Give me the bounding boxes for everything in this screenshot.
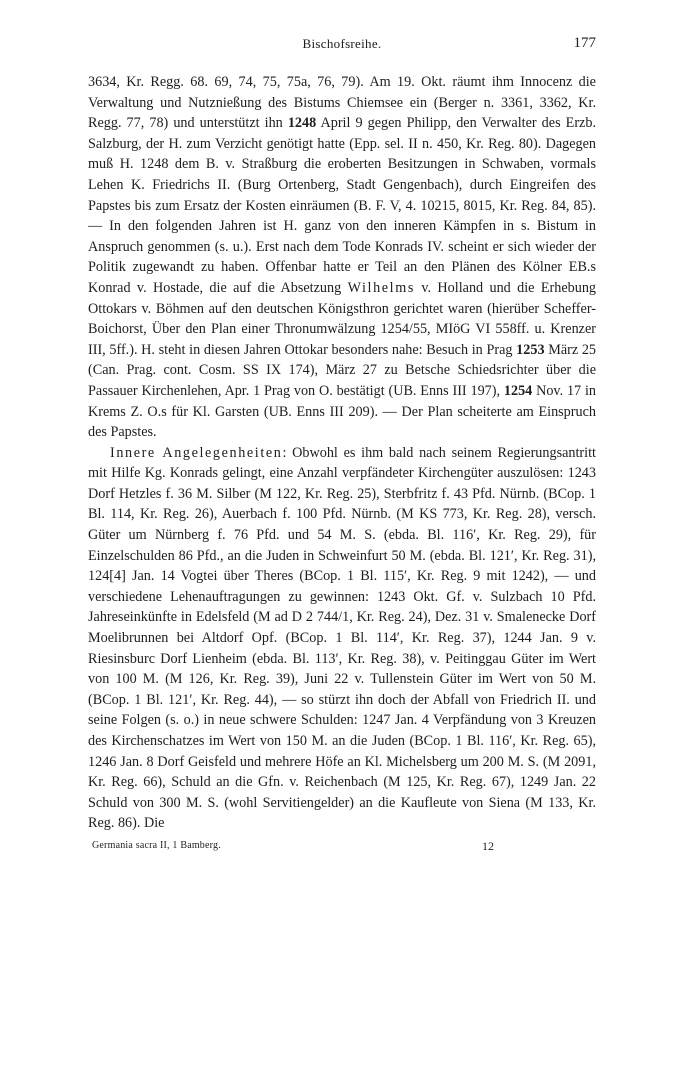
bold-year: 1248	[287, 115, 317, 132]
text-run: April 9 gegen Philipp, den Verwalter des Erzb. Salzburg, der H. zum Verzicht genötigt hatte (Epp. sel. II n. 450, Kr. Reg. 80). Dagegen muß H. 1248 dem B. v. Straßburg die eroberten Besitzungen in Schwaben, vormals Lehen K. Friedrichs II. (Burg Ortenberg, Stadt Gengenbach), durch Eingreifen des Papstes bis zum Ersatz der Kosten einräumen (B. F. V, 4. 10215, 8015, Kr. Reg. 84, 85). — In den folgenden Jahren ist H. ganz von den inneren Kämpfen in s. Bistum in Anspruch genommen (s. u.). Erst nach dem Tode Konrads IV. scheint er sich wieder der Politik zugewandt zu haben. Offenbar hatte er Teil an den Plänen des Kölner EB.s Konrad v. Hostade, die auf die Absetzung	[88, 115, 596, 296]
running-title: Bischofsreihe.	[302, 36, 382, 51]
spaced-emphasis: Innere Angelegenheiten	[110, 444, 283, 461]
bold-year: 1253	[516, 341, 545, 358]
body-text	[88, 72, 596, 834]
text-run: v. Holland und die Erhebung Ottokars v. Böhmen auf den deutschen Königsthron gerichtet waren (hierüber Scheffer-Boichorst, Über den Plan einer Thronumwälzung 1254/55, MIöG VI 558ff. u. Krenzer III, 5ff.). H. steht in diesen Jahren Ottokar besonders nahe: Besuch in Prag	[88, 279, 597, 358]
paragraph	[88, 443, 596, 834]
spaced-emphasis: Wilhelms	[347, 279, 415, 296]
running-head	[88, 36, 596, 58]
text-run: Nov. 17 in Krems Z. O.s für Kl. Garsten (UB. Enns III 209). — Der Plan scheiterte am Einspruch des Papstes.	[88, 382, 597, 441]
text-run: März 25 (Can. Prag. cont. Cosm. SS IX 174), März 27 zu Betsche Schiedsrichter über die Passauer Kirchenlehen, Apr. 1 Prag von O. bestätigt (UB. Enns III 197),	[88, 341, 597, 399]
signature-mark: 12	[482, 838, 494, 853]
page-number: 177	[573, 35, 596, 51]
text-run: 3634, Kr. Regg. 68. 69, 74, 75, 75a, 76, 79). Am 19. Okt. räumt ihm Innocenz die Verwaltung und Nutznießung des Bistums Chiemsee ein (Berger n. 3361, 3362, Kr. Regg. 77, 78) und unterstützt ihn	[88, 74, 596, 132]
signature-text: Germania sacra II, 1 Bamberg.	[92, 839, 221, 851]
bold-year: 1254	[503, 382, 533, 399]
paragraph	[88, 72, 596, 443]
footer	[88, 840, 596, 856]
page	[88, 36, 596, 856]
text-run: : Obwohl es ihm bald nach seinem Regierungsantritt mit Hilfe Kg. Konrads gelingt, eine Anzahl verpfändeter Kirchengüter auszulösen: 1243 Dorf Hetzles f. 36 M. Silber (M 122, Kr. Reg. 25), Sterbfritz f. 43 Pfd. Nürnb. (BCop. 1 Bl. 114, Kr. Reg. 26), Auerbach f. 100 Pfd. Nürnb. (M KS 773, Kr. Reg. 28), versch. Güter um Nürnberg f. 76 Pfd. und 54 M. S. (ebda. Bl. 116′, Kr. Reg. 29), für Einzelschulden 86 Pfd., an die Juden in Schweinfurt 50 M. (ebda. Bl. 121′, Kr. Reg. 31), 124[4] Jan. 14 Vogtei über Theres (BCop. 1 Bl. 115′, Kr. Reg. 9 mit 1242), — und verschiedene Lehenauftragungen zu gewinnen: 1243 Okt. Gf. v. Sulzbach 10 Pfd. Jahreseinkünfte in Edelsfeld (M ad D 2 744/1, Kr. Reg. 24), Dez. 31 v. Smalenecke Dorf Moelibrunnen bei Altdorf Opf. (BCop. 1 Bl. 114′, Kr. Reg. 37), 1244 Jan. 9 v. Riesinsburc Dorf Lienheim (ebda. Bl. 113′, Kr. Reg. 38), v. Peitinggau Güter im Wert von 100 M. (M 126, Kr. Reg. 39), Juni 22 v. Tullenstein Güter im Wert von 50 M. (BCop. 1 Bl. 121′, Kr. Reg. 44), — so stürzt ihn doch der Abfall von Friedrich II. und seine Folgen (s. o.) in neue schwere Schulden: 1247 Jan. 4 Verpfändung von 3 Kreuzen des Kirchenschatzes im Wert von 150 M. an die Juden (BCop. 1 Bl. 116′, Kr. Reg. 65), 1246 Jan. 8 Dorf Geisfeld und mehrere Höfe an Kl. Michelsberg um 200 M. S. (M 2091, Kr. Reg. 66), Schuld an die Gfn. v. Reichenbach (M 125, Kr. Reg. 67), 1249 Jan. 22 Schuld von 300 M. S. (wohl Servitiengelder) an die Kaufleute von Siena (M 133, Kr. Reg. 86). Die	[88, 444, 596, 832]
